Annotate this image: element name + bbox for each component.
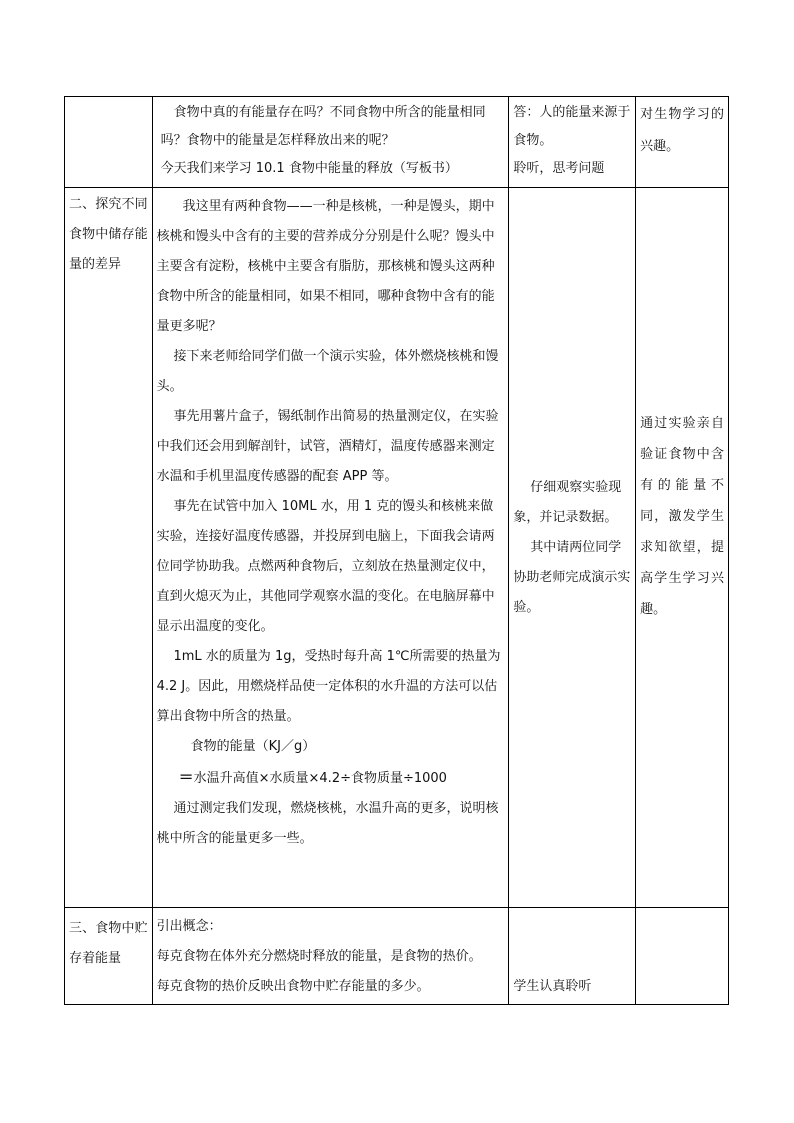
student-activity-cell: [509, 908, 636, 1005]
teacher-paragraph: 接下来老师给同学们做一个演示实验，体外燃烧核桃和馒头。: [156, 349, 499, 394]
goal-text: 通过实验亲自验证食物中含有的能量不同，激发学生求知欲望，提高学生学习兴趣。: [640, 416, 724, 617]
teacher-activity-cell: [152, 188, 509, 908]
student-activity-cell: [509, 97, 636, 188]
formula: [157, 762, 505, 794]
design-intent-cell: [636, 97, 729, 188]
teacher-text: 食物中真的有能量存在吗？不同食物中所含的能量相同吗？食物中的能量是怎样释放出来的呢？: [160, 105, 486, 148]
table-row: [65, 908, 729, 1005]
teacher-text: 每克食物在体外充分燃烧时释放的能量，是食物的热价。: [156, 949, 482, 964]
student-text: 学生认真聆听: [513, 979, 592, 994]
teacher-activity-cell: [152, 97, 509, 188]
teacher-paragraph: 1mL 水的质量为 1g，受热时每升高 1℃所需要的热量为 4.2 J。因此，用燃烧样品使一定体积的水升温的方法可以估算出食物中所含的热量。: [156, 649, 501, 724]
student-text: 聆听，思考问题: [513, 161, 605, 176]
stage-cell: [65, 908, 153, 1005]
teacher-text: 引出概念：: [156, 919, 222, 934]
student-text: 答：人的能量来源于食物。: [513, 105, 631, 148]
teacher-paragraph: 事先用薯片盒子，锡纸制作出简易的热量测定仪，在实验中我们还会用到解剖针，试管，酒精灯，温度传感器来测定水温和手机里温度传感器的配套 APP 等。: [156, 409, 499, 484]
stage-cell: [65, 188, 153, 908]
stage-cell-empty: [65, 97, 153, 188]
teacher-text: 今天我们来学习 10.1 食物中能量的释放（写板书）: [160, 161, 458, 176]
teacher-paragraph: 通过测定我们发现，燃烧核桃，水温升高的更多，说明核桃中所含的能量更多一些。: [156, 801, 499, 846]
teacher-text: 每克食物的热价反映出食物中贮存能量的多少。: [156, 979, 430, 994]
student-text: 其中请两位同学协助老师完成演示实验。: [513, 539, 631, 615]
student-activity-cell: [509, 188, 636, 908]
teacher-paragraph: 事先在试管中加入 10ML 水，用 1 克的馒头和核桃来做实验，连接好温度传感器，并投屏到电脑上，下面我会请两位同学协助我。点燃两种食物后，立刻放在热量测定仪中，直到火熄灭为止，其他同学观察水温的变化。在电脑屏幕中显示出温度的变化。: [156, 499, 495, 634]
stage-title: 二、探究不同食物中储存能量的差异: [69, 197, 148, 272]
formula-label: 食物的能量（KJ／g）: [190, 739, 316, 754]
table-row: [65, 97, 729, 188]
teacher-paragraph: 我这里有两种食物——一种是核桃，一种是馒头，期中核桃和馒头中含有的主要的营养成分分别是什么呢？馒头中主要含有淀粉，核桃中主要含有脂肪，那核桃和馒头这两种食物中所含的能量相同，如果不相同，哪种食物中含有的能量更多呢？: [156, 199, 495, 334]
formula-body: 水温升高值×水质量×4.2÷食物质量÷1000: [193, 771, 447, 786]
design-intent-cell-empty: [636, 908, 729, 1005]
design-intent-cell: [636, 188, 729, 908]
table-row: [65, 188, 729, 908]
equals-sign: ＝: [178, 768, 194, 786]
lesson-plan-table: [64, 96, 729, 1005]
student-text: 仔细观察实验现象，并记录数据。: [513, 479, 622, 525]
stage-title: 三、食物中贮存着能量: [69, 921, 148, 966]
goal-text: 对生物学习的兴趣。: [640, 107, 724, 154]
teacher-activity-cell: [152, 908, 509, 1005]
